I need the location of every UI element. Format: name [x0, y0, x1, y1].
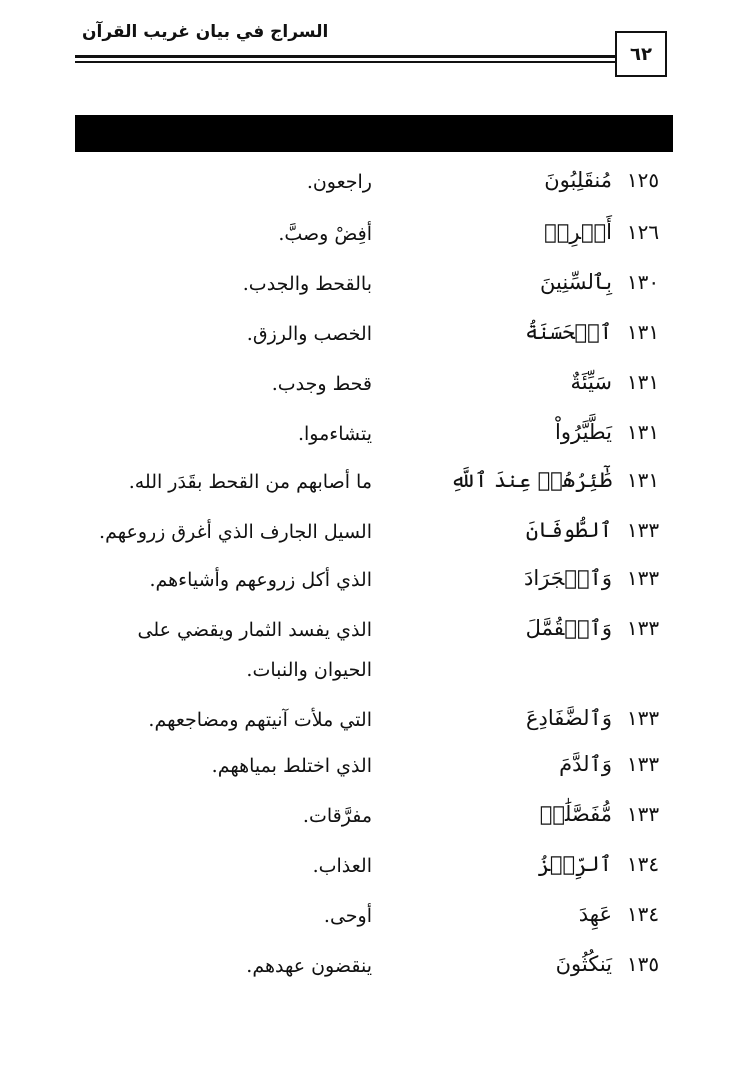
quran-word: مُنقَلِبُونَ: [544, 168, 612, 192]
quran-word: عَهِدَ: [578, 902, 612, 926]
quran-word: ٱلطُّوفَانَ: [525, 518, 612, 542]
quran-word: سَيِّئَةٌ: [570, 370, 612, 394]
word-meaning: ما أصابهم من القحط بقَدَر الله.: [128, 471, 372, 493]
word-meaning: أفِضْ وصبَّ.: [278, 223, 372, 245]
verse-number: ١٣١: [626, 468, 660, 492]
word-meaning: السيل الجارف الذي أغرق زروعهم.: [99, 521, 372, 543]
verse-number: ١٣١: [626, 370, 660, 394]
quran-word: يَنكُثُونَ: [555, 952, 612, 976]
header-rule-thin: [75, 61, 615, 63]
quran-word: وَٱلدَّمَ: [559, 752, 612, 776]
verse-number: ١٣٣: [626, 616, 660, 640]
quran-word: يَطَّيَّرُواْ: [555, 420, 612, 444]
word-meaning: التي ملأت آنيتهم ومضاجعهم.: [148, 709, 372, 731]
word-meaning: بالقحط والجدب.: [242, 273, 372, 295]
quran-word: مُّفَصَّلَٰتٖ: [539, 802, 612, 826]
quran-word: وَٱلضَّفَادِعَ: [526, 706, 612, 730]
word-meaning: راجعون.: [306, 171, 372, 193]
quran-word: ٱلۡحَسَنَةُ: [525, 320, 612, 344]
verse-number: ١٣٣: [626, 706, 660, 730]
verse-number: ١٢٦: [626, 220, 660, 244]
word-meaning: يتشاءموا.: [297, 423, 372, 445]
verse-number: ١٣٥: [626, 952, 660, 976]
word-meaning: مفرَّقات.: [302, 805, 372, 827]
book-title: السراج في بيان غريب القرآن: [82, 22, 329, 42]
word-meaning: قحط وجدب.: [271, 373, 372, 395]
word-meaning: الذي يفسد الثمار ويقضي على الحيوان والنبات.: [137, 619, 372, 681]
quran-word: أَفۡرِغۡ: [544, 220, 612, 244]
verse-number: ١٣٤: [626, 902, 660, 926]
word-meaning: العذاب.: [312, 855, 372, 877]
verse-number: ١٢٥: [626, 168, 660, 192]
word-meaning: الذي أكل زروعهم وأشياءهم.: [149, 569, 372, 591]
verse-number: ١٣١: [626, 420, 660, 444]
quran-word: بِٱلسِّنِينَ: [540, 270, 612, 294]
quran-word: وَٱلۡقُمَّلَ: [525, 616, 612, 640]
verse-number: ١٣٤: [626, 852, 660, 876]
word-meaning: الذي اختلط بمياههم.: [211, 755, 372, 777]
verse-number: ١٣١: [626, 320, 660, 344]
word-meaning: الخصب والرزق.: [246, 323, 372, 345]
verse-number: ١٣٣: [626, 518, 660, 542]
word-meaning: ينقضون عهدهم.: [246, 955, 372, 977]
page-number: ٦٢: [615, 31, 667, 77]
word-meaning: أوحى.: [323, 905, 372, 927]
quran-word: طَٰٓئِرُهُمۡ عِندَ ٱللَّهِ: [450, 468, 612, 492]
header-rule: [75, 55, 615, 58]
quran-word: وَٱلۡجَرَادَ: [524, 566, 612, 590]
verse-number: ١٣٠: [626, 270, 660, 294]
verse-number: ١٣٣: [626, 752, 660, 776]
section-band: [75, 115, 673, 152]
verse-number: ١٣٣: [626, 802, 660, 826]
quran-word: ٱلرِّجۡزُ: [537, 852, 612, 876]
verse-number: ١٣٣: [626, 566, 660, 590]
